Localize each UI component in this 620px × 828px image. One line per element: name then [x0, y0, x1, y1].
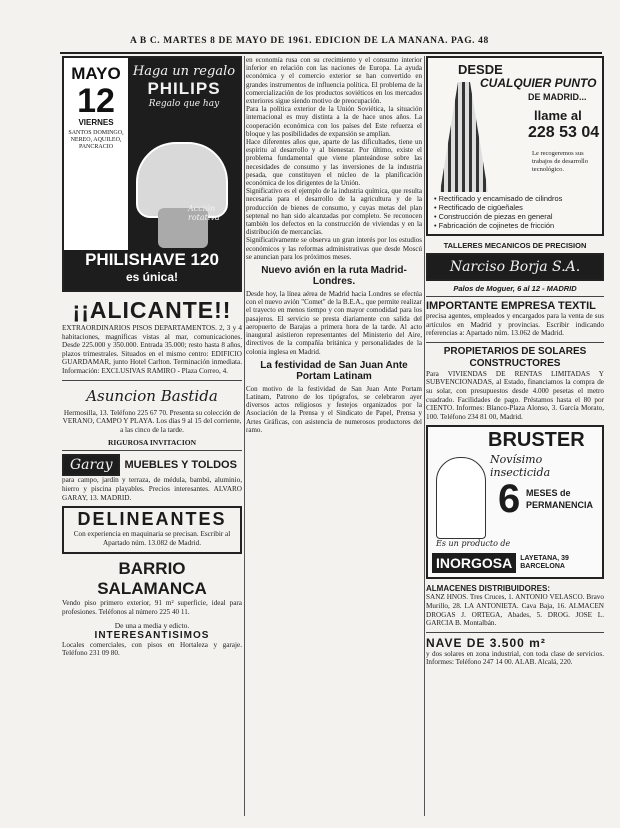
shaver-caption: Acción rotativa: [188, 204, 220, 222]
garay-text: para campo, jardín y terraza, de médula, bambú, aluminio, hierro y piscina playables. Precios interesantes. ALVARO GARAY, 13. MADRID.: [62, 476, 242, 502]
service-item: • Construcción de piezas en general: [434, 212, 553, 221]
salamanca-ad: [62, 559, 242, 657]
inorgosa-banner: [432, 553, 598, 573]
nave-title: NAVE DE 3.500 m²: [426, 635, 546, 650]
ad-title-2: CUALQUIER PUNTO: [480, 76, 597, 90]
call-label: llame al: [534, 108, 582, 123]
textil-text: precisa agentes, empleados y encargados para la venta de sus artículos en Madrid y provincias. Escribir indicando referencias a: Apartado núm. 13.062 de Madrid.: [426, 312, 604, 338]
nave-ad: [426, 636, 604, 667]
headline-madrid-londres: Nuevo avión en la ruta Madrid-Londres.: [261, 265, 407, 288]
almacenes-text: SANZ HNOS. Tres Cruces, 1. ANTONIO VELASCO. Bravo Murillo, 28. LA ANTONIETA. Cava Baja, 16. ALMACEN DROGAS J. ORTEGA, Abades, 5. DROG. JOSE L. GARCIA B. Montalbán.: [426, 593, 604, 628]
article-paragraph: Hace diferentes años que, aparte de las dificultades, tiene un espíritu al desarrollo y al bienestar. Por último, existe el problema fundamental que viene planteándose sobre las necesidades de consumo y las inversiones de la industria pesada, que constituyen el núcleo de la planificación económica de los dirigentes de la Unión.: [246, 138, 422, 188]
madrid-service-ad: [426, 56, 604, 236]
header-rule: [60, 52, 602, 54]
solares-text: Para VIVIENDAS DE RENTAS LIMITADAS Y SUBVENCIONADAS, al Estado, financiamos la compra de su solar, con presupuestos desde 4.000 pesetas el metro cuadrado. Facilidades de pago. Préstamos hasta el 80 por CIENTO. Informes: Blanco-Plaza Alonso, 3. García Morato, 100. Teléfono 234 81 00, Madrid.: [426, 369, 604, 421]
delineantes-text: Con experiencia en maquinaria se precisan. Escribir al Apartado núm. 13.082 de Madrid.: [73, 530, 231, 547]
bastida-logo: Asuncion Bastida: [86, 386, 218, 405]
interesantisimos-text: Locales comerciales, con pisos en Hortaleza y garaje. Teléfono 231 09 80.: [62, 640, 242, 658]
column-divider: [244, 56, 245, 816]
soldier-illustration: [436, 457, 486, 539]
bruster-tagline: Novísimo insecticida: [490, 453, 551, 480]
talleres-logo: Narciso Borja S.A.: [426, 253, 604, 281]
solares-ad: [426, 346, 604, 422]
bastida-text: Hermosilla, 13. Teléfono 225 67 70. Presenta su colección de VERANO, CAMPO Y PLAYA. Los días 9 al 15 del corriente, a las cinco de la tarde.: [62, 408, 242, 434]
alicante-title: ¡¡ALICANTE!!: [72, 297, 232, 323]
interesantisimos-title: INTERESANTISIMOS: [94, 629, 210, 641]
article-paragraph: en economía rusa con su crecimiento y el consumo interior inferior en relación con las naciones de Europa. La ayuda económica y el comercio exterior se han convertido en grandes instrumentos de influencia política. El problema de la comercialización de los productos soviéticos en los mercados exteriores sigue siendo motivo de preocupación.: [246, 56, 422, 106]
inorgosa-logo: INORGOSA: [432, 553, 516, 573]
divider: [426, 342, 604, 343]
permanence-label: MESES de PERMANENCIA: [526, 488, 594, 511]
philips-logo: PHILIPS: [147, 79, 221, 98]
divider: [426, 296, 604, 297]
column-left: [62, 56, 242, 818]
product-claim: es única!: [125, 270, 179, 284]
column-right: [426, 56, 604, 818]
bruster-ad: [426, 425, 604, 579]
solares-title: PROPIETARIOS DE SOLARES CONSTRUCTORES: [443, 345, 587, 369]
salamanca-text: Vendo piso primero exterior, 91 m² superficie, ideal para profesiones. Teléfonos al número 225 40 11.: [62, 599, 242, 616]
tower-illustration: [434, 82, 494, 192]
article-paragraph: Significativo es el ejemplo de la industria química, que resulta necesaria para el desarrollo de la agricultura y de la producción de bienes de consumo, y cuyas metas del plan septenal no han sido alcanzadas por completo. Se reconocen también los defectos en la construcción de viviendas y en la distribución de mercancías.: [246, 187, 422, 237]
product-of: Es un producto de: [436, 539, 511, 549]
product-name: PHILISHAVE 120: [85, 250, 219, 269]
page-header: A B C. MARTES 8 DE MAYO DE 1961. EDICION DE LA MAÑANA. PAG. 48: [130, 36, 489, 46]
philishave-banner: [64, 250, 240, 290]
almacenes-ad: [426, 584, 604, 627]
delineantes-ad: [62, 506, 242, 554]
article-san-juan: Con motivo de la festividad de San Juan Ante Portam Latinam, Patrono de los tipógrafos, se celebraron ayer diversos actos religiosos y festejos organizados por la Asociación de la Prensa y el Sindicato de Papel, Prensa y Artes Gráficas, con asistencia de numerosos productores del ramo.: [246, 384, 422, 434]
garay-ad: [62, 454, 242, 476]
nave-text: y dos solares en zona industrial, con toda clase de servicios. Informes: Teléfono 247 14 00. ALAB. Alcalá, 220.: [426, 649, 604, 667]
alicante-text: EXTRAORDINARIOS PISOS DEPARTAMENTOS. 2, 3 y 4 habitaciones, magníficas vistas al mar, comunicaciones. Desde 225.000 y 350.000. Entrada 35.000; resto hasta 8 años, plazos trimestrales. Situados en el mismo centro: EDIFICIO GUARDAMAR, junto Hotel Carlton. Terminación inmediata. Información: EXCLUSIVAS RAMIRO - Plaza Correo, 4.: [62, 324, 242, 375]
divider: [62, 380, 242, 381]
alicante-ad: [62, 297, 242, 376]
garay-title: MUEBLES Y TOLDOS: [124, 459, 237, 472]
article-paragraph: Significativamente se observa un gran interés por los estudios económicos y las reformas administrativas que desde Moscú se anuncian para los próximos meses.: [246, 236, 422, 261]
bruster-logo: BRUSTER: [488, 429, 585, 452]
six-months-number: 6: [498, 477, 521, 522]
service-list: [434, 194, 598, 230]
weekday: VIERNES: [78, 118, 114, 127]
service-item: • Fabricación de cojinetes de fricción: [434, 221, 555, 230]
column-divider: [424, 56, 425, 816]
ad-title-1: DESDE: [458, 62, 503, 77]
bastida-ad: [62, 387, 242, 448]
ad-title-3: DE MADRID...: [528, 92, 587, 102]
textil-ad: [426, 300, 604, 338]
garay-logo: Garay: [62, 454, 120, 476]
salamanca-note: De una a media y edicto.: [114, 620, 190, 630]
slogan-sub: Regalo que hay: [148, 99, 220, 109]
textil-title: IMPORTANTE EMPRESA TEXTIL: [426, 300, 596, 312]
inorgosa-address: LAYETANA, 39 BARCELONA: [520, 555, 569, 571]
talleres-title: TALLERES MECANICOS DE PRECISION: [443, 241, 587, 250]
philips-ad: [62, 56, 242, 292]
divider: [426, 632, 604, 633]
salamanca-title: BARRIO SALAMANCA: [97, 559, 207, 599]
month: MAYO: [71, 64, 121, 83]
column-center: [246, 56, 422, 818]
talleres-address: Palos de Moguer, 6 al 12 - MADRID: [453, 284, 577, 293]
delineantes-title: DELINEANTES: [77, 509, 227, 530]
service-item: • Rectificado de cigüeñales: [434, 203, 523, 212]
phone-number: 228 53 04: [528, 124, 600, 141]
invitation-note: RIGUROSA INVITACION: [107, 438, 196, 448]
day-number: 12: [77, 82, 115, 120]
service-note: Le recogeremos sus trabajos de desarrollo tecnológico.: [532, 150, 588, 173]
article-paragraph: Para la política exterior de la Unión Soviética, la situación internacional es muy distinta a la de hace unos años. La cooperación económica con los países del Este refuerza el bloque y las posibilidades de expansión se amplían.: [246, 105, 422, 138]
slogan-top: Haga un regalo: [132, 64, 236, 79]
service-item: • Rectificado y encamisado de cilindros: [434, 194, 563, 203]
divider: [62, 450, 242, 451]
talleres-ad: [426, 241, 604, 293]
saints-list: SANTOS DOMINGO, NEREO, AQUILEO, PANCRACIO: [68, 130, 124, 150]
article-madrid-londres: Desde hoy, la línea aérea de Madrid hacia Londres se efectúa con el nuevo avión "Comet" de la B.E.A., que permite realizar el trayecto en menos tiempo y con mayor comodidad para los pasajeros. El servicio se presta diariamente con salida del aeropuerto de Barajas a primera hora de la tarde. Al acto inaugural asistieron representantes del Ministerio del Aire, directivos de la compañía británica y personalidades de la colonia inglesa en Madrid.: [246, 290, 422, 356]
almacenes-title: ALMACENES DISTRIBUIDORES:: [426, 584, 551, 594]
headline-san-juan: La festividad de San Juan Ante Portam Latinam: [260, 359, 408, 382]
